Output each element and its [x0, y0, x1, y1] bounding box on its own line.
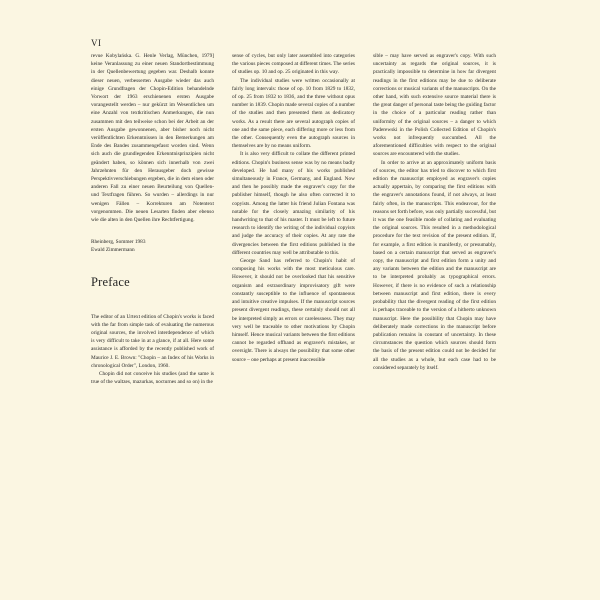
preface-paragraph: The editor of an Urtext edition of Chopin's works is faced with the far from simple task of evaluating the numerous original sources, the involved interdependence of which is very difficult to take in at a glance, if at all. Here some assistance is afforded by the recently published work of Maurice J. E. Brown: "Chopin – an Index of his Works in chronological Order", London, 1960. [91, 313, 214, 369]
preface-paragraph: sense of cycles, but only later assembled into categories the various pieces composed at different times. The series of studies op. 10 and op. 25 originated in this way. [232, 53, 355, 76]
preface-paragraph: sible – may have served as engraver's copy. With such uncertainty as regards the original sources, it is practically impossible to determine in how far divergent readings in the first editions may be due to deliberate corrections or musical variants of the manuscripts. On the other hand, with such extensive source material there is the great danger of personal taste being the guiding factor in the choice of a particular reading rather than uniformity of the original sources – a danger to which Paderewski in the Polish Collected Edition of Chopin's works not infrequently succumbed. All the aforementioned difficulties with respect to the original sources are encountered with the studies. [373, 53, 496, 158]
preface-paragraph: The individual studies were written occasionally at fairly long intervals: those of op. 10 from 1829 to 1832, of op. 25 from 1832 to 1836, and the three without opus number in 1839. Chopin made several copies of a number of the studies and then presented them as dedicatory works. As a result there are several autograph copies of one and the same piece, each differing more or less from the other. Consequently even the autograph sources in themselves are by no means uniform. [232, 77, 355, 150]
preface-paragraph: Chopin did not conceive his studies (and the same is true of the waltzes, mazurkas, nocturnes and so on) in the [91, 371, 214, 386]
signature-block [91, 238, 214, 254]
preface-heading: Preface [91, 274, 130, 289]
signature-place-date: Rheinberg, Sommer 1983 [91, 239, 146, 246]
german-preface-paragraph: revue Kobylańska. G. Henle Verlag, München, 1979] keine Veranlassung zu einer neuen Standortbestimmung in der Quellenbewertung gegeben war. Deshalb konnte dieser neuen, verbesserten Ausgabe wieder das auch einige Grundfragen der Chopin-Edition behandelnde Vorwort der 1963 erschienenen ersten Ausgabe vorangestellt werden – nur gekürzt im Wesentlichen um eine Anzahl von textkritischen Anmerkungen, die nun zusammen mit den teilweise schon bei der Arbeit an der ersten Ausgabe gewonnenen, aber bisher noch nicht veröffentlichten Erkenntnissen in den Bemerkungen am Ende des Bandes zusammengefasst worden sind. Wenn sich auch die grundlegenden Erkenntnisprinzipien nicht geändert haben, so können sich innerhalb von zwei Jahrzehnten für den Herausgeber doch gewisse Perspektivverschiebungen ergeben, die in dem einen oder anderen Fall zu einer neuen Beurteilung von Quellen- und Textfragen führen. So wurden – allerdings in nur wenigen Fällen – Korrekturen am Notentext vorgenommen. Die neuen Lesarten finden aber ebenso wie die alten in den Quellen ihre Rechtfertigung. [91, 53, 214, 224]
preface-paragraph: In order to arrive at an approximately uniform basis of sources, the editor has tried to discover to which first edition the manuscript employed as engraver's copies actually appertain, by comparing the first editions with the engraver's annotations found, if not always, at least fairly often, in the manuscripts. This endeavour, for the reasons set forth before, was only partially successful, but it was the one feasible mode of collating and evaluating the original sources. This resulted in a methodological procedure for the text revision of the present edition. If, for example, a first edition is manifestly, or presumably, based on a certain manuscript that served as engraver's copy, the manuscript and first edition form a unity and any variants between the edition and the manuscript are to be interpreted probably as typographical errors. However, if there is no evidence of such a relationship between manuscript and first edition, there is every probability that the divergent reading of the first edition is perhaps traceable to the version of a hitherto unknown manuscript. Here the possibility that Chopin may have deliberately made corrections in the manuscript before publication remains in constant of uncertainty. In these circumstances the question which sources should form the basis of the present edition could not be decided for all the studies as a whole, but each case had to be considered separately by itself. [373, 159, 496, 371]
preface-paragraph: It is also very difficult to collate the different printed editions. Chopin's business sense was by no means badly developed. He had many of his works published simultaneously in France, Germany, and England. Now and then he possibly made the engraver's copy for the publisher himself, though he also often corrected it to copyists. Among the latter his friend Julian Fontana was notable for the closely amazing similarity of his handwriting to that of his master. It must be left to future research to identify the writing of the individual copyists and judge the accuracy of their copies. At any rate the divergencies between the first editions published in the different countries may well be attributable to this. [232, 151, 355, 256]
page-number: VI [91, 38, 102, 48]
preface-paragraph: George Sand has referred to Chopin's habit of composing his works with the most meticulous care. However, it should not be overlooked that his sensitive organism and extraordinary improvisatory gift were constantly susceptible to the influence of spontaneous and intuitive creative impulses. If the manuscript sources present divergent readings, these certainly should not all be interpreted simply as errors or carelessness. They may very well be traceable to other motivations by Chopin himself. Hence musical variants between the first editions cannot be regarded offhand as engraver's mistakes, or oversight. There is always the possibility that some other source – one perhaps at present inaccessible [232, 258, 355, 363]
text-column-1 [91, 52, 214, 387]
text-column-2 [232, 52, 355, 364]
signature-name: Ewald Zimmermann [91, 247, 135, 254]
text-column-3 [373, 52, 496, 372]
